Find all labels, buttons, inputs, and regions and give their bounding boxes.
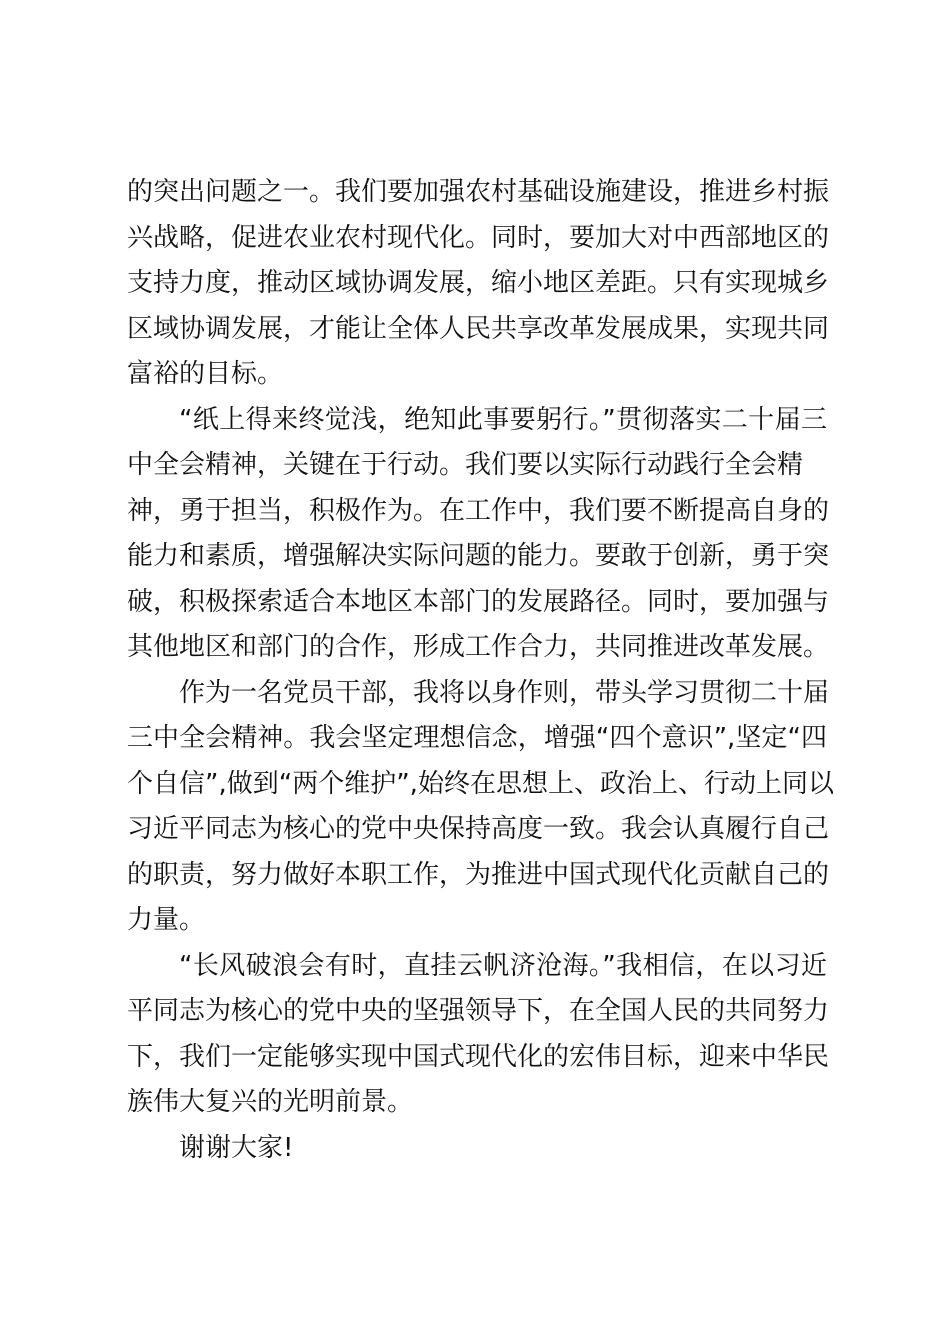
paragraph-line: 破，积极探索适合本地区本部门的发展路径。同时，要加强与 bbox=[127, 586, 830, 617]
paragraph-line: 的突出问题之一。我们要加强农村基础设施建设，推进乡村振 bbox=[127, 177, 830, 207]
body-text bbox=[127, 170, 834, 1171]
paragraph-line: 习近平同志为核心的党中央保持高度一致。我会认真履行自己 bbox=[127, 814, 830, 844]
paragraph-line: “长风破浪会有时，直挂云帆济沧海。”我相信，在以习近 bbox=[179, 950, 827, 981]
paragraph-line: 族伟大复兴的光明前景。 bbox=[127, 1087, 414, 1117]
paragraph-line: 下，我们一定能够实现中国式现代化的宏伟目标，迎来中华民 bbox=[127, 1041, 830, 1072]
paragraph-line: 力量。 bbox=[127, 905, 206, 935]
paragraph-line: 中全会精神，关键在于行动。我们要以实际行动践行全会精 bbox=[127, 450, 804, 480]
paragraph-line: 富裕的目标。 bbox=[127, 359, 284, 389]
paragraph-line: 其他地区和部门的合作，形成工作合力，共同推进改革发展。 bbox=[127, 632, 830, 662]
paragraph-line: 支持力度，推动区域协调发展，缩小地区差距。只有实现城乡 bbox=[127, 268, 830, 298]
paragraph-line: 的职责，努力做好本职工作，为推进中国式现代化贡献自己的 bbox=[127, 859, 830, 890]
paragraph-line: “纸上得来终觉浅，绝知此事要躬行。”贯彻落实二十届三 bbox=[179, 404, 827, 435]
paragraph-line: 作为一名党员干部，我将以身作则，带头学习贯彻二十届 bbox=[179, 677, 830, 708]
paragraph-line: 兴战略，促进农业农村现代化。同时，要加大对中西部地区的 bbox=[127, 222, 830, 253]
paragraph-line: 神，勇于担当，积极作为。在工作中，我们要不断提高自身的 bbox=[127, 495, 830, 526]
paragraph-line: 个自信”,做到“两个维护”,始终在思想上、政治上、行动上同以 bbox=[127, 768, 834, 799]
paragraph-line: 三中全会精神。我会坚定理想信念，增强“四个意识”,坚定“四 bbox=[127, 723, 827, 753]
paragraph-line: 平同志为核心的党中央的坚强领导下，在全国人民的共同努力 bbox=[127, 996, 830, 1026]
paragraph-line: 区域协调发展，才能让全体人民共享改革发展成果，实现共同 bbox=[127, 313, 830, 344]
closing-line: 谢谢大家! bbox=[179, 1132, 294, 1163]
paragraph-line: 能力和素质，增强解决实际问题的能力。要敢于创新，勇于突 bbox=[127, 541, 830, 571]
